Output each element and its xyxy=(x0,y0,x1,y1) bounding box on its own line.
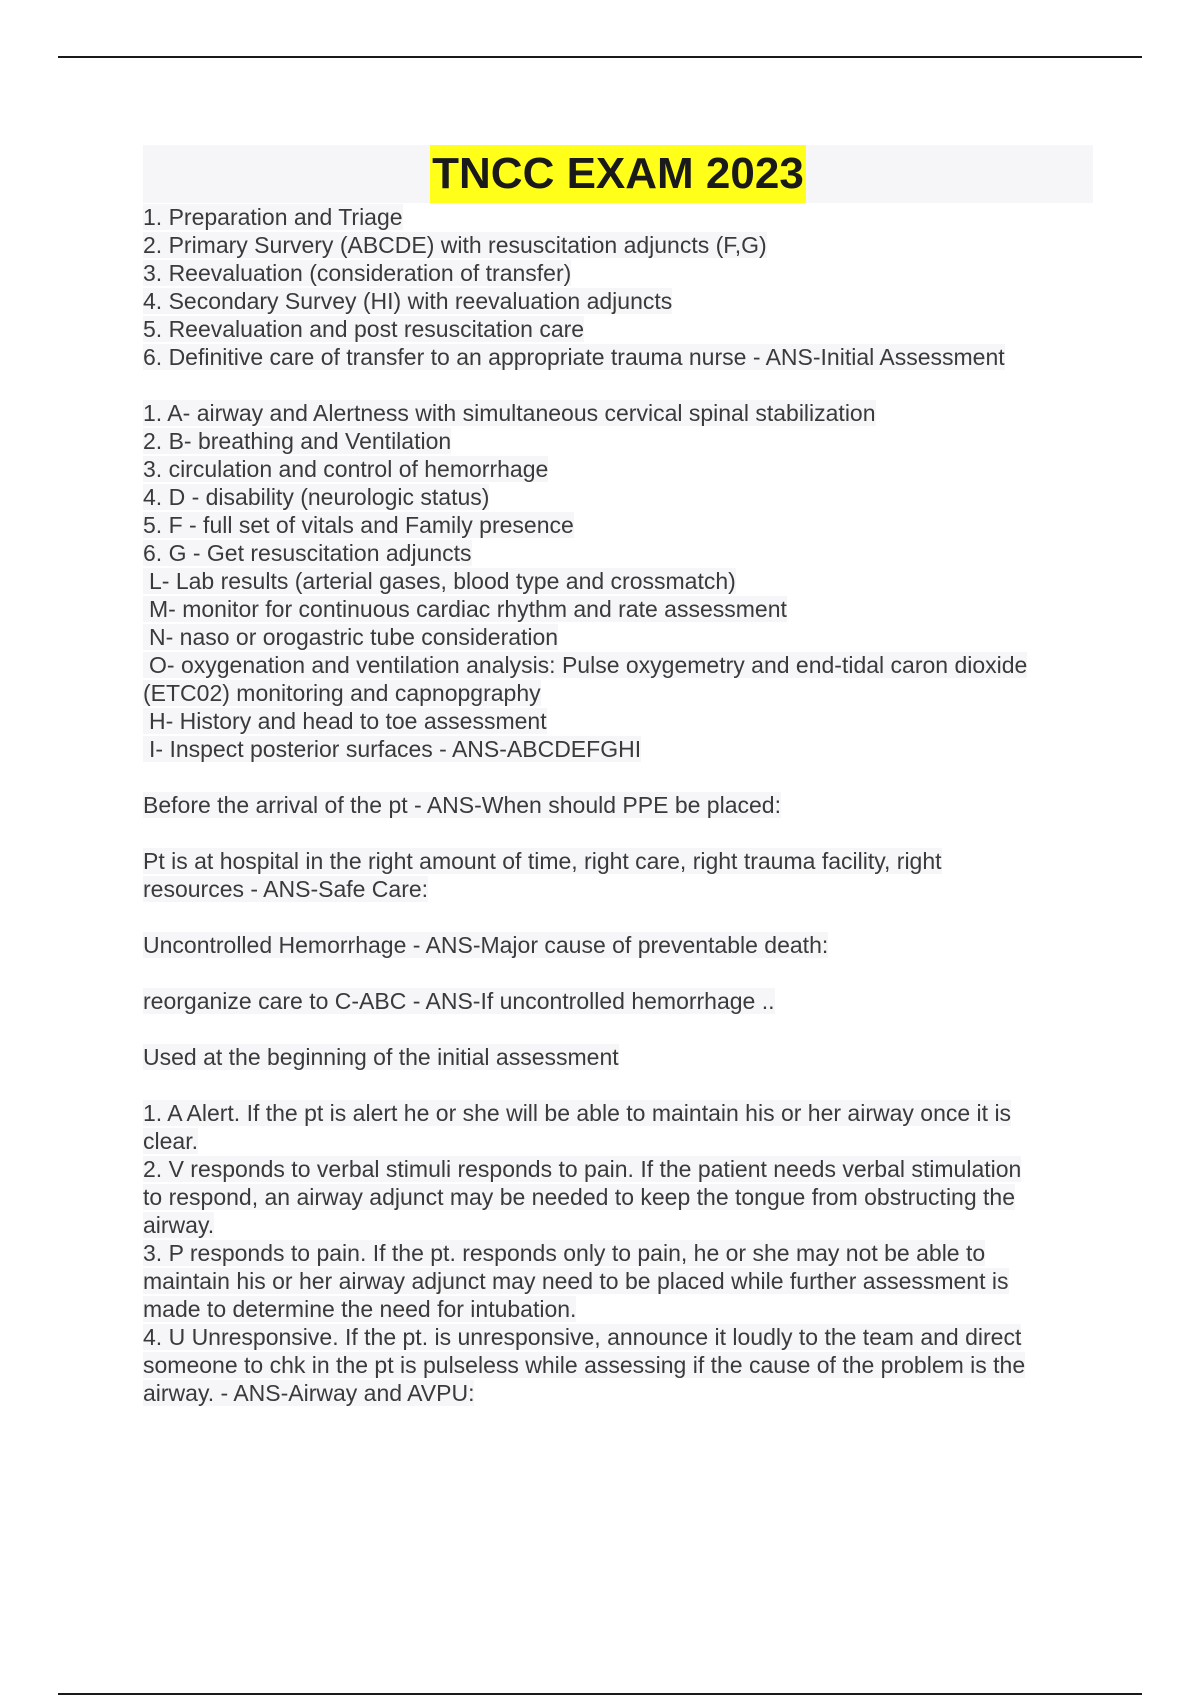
paragraph-line: 1. A Alert. If the pt is alert he or she will be able to maintain his or her airway once it is xyxy=(143,1100,1012,1126)
list-item: 6. Definitive care of transfer to an appropriate trauma nurse - ANS-Initial Assessment xyxy=(143,344,1005,370)
bottom-rule xyxy=(58,1693,1142,1695)
section-safe-care xyxy=(143,847,1093,903)
paragraph-line: someone to chk in the pt is pulseless while assessing if the cause of the problem is the xyxy=(143,1352,1026,1378)
paragraph-line: Pt is at hospital in the right amount of time, right care, right trauma facility, right xyxy=(143,848,942,874)
list-item: 5. Reevaluation and post resuscitation care xyxy=(143,316,585,342)
list-item: O- oxygenation and ventilation analysis: Pulse oxygemetry and end-tidal caron dioxide xyxy=(143,651,1093,679)
paragraph-line: to respond, an airway adjunct may be needed to keep the tongue from obstructing the xyxy=(143,1184,1016,1210)
paragraph-line: airway. - ANS-Airway and AVPU: xyxy=(143,1380,475,1406)
paragraph: reorganize care to C-ABC - ANS-If uncontrolled hemorrhage .. xyxy=(143,988,775,1014)
paragraph-line: maintain his or her airway adjunct may need to be placed while further assessment is xyxy=(143,1268,1009,1294)
list-item: H- History and head to toe assessment xyxy=(143,707,1093,735)
list-item: 2. Primary Survery (ABCDE) with resuscitation adjuncts (F,G) xyxy=(143,232,767,258)
section-hemorrhage xyxy=(143,931,1093,959)
list-item: M- monitor for continuous cardiac rhythm and rate assessment xyxy=(143,595,1093,623)
title-bar xyxy=(143,145,1093,203)
top-rule xyxy=(58,56,1142,58)
paragraph-line: made to determine the need for intubation. xyxy=(143,1296,577,1322)
list-item: 6. G - Get resuscitation adjuncts xyxy=(143,540,472,566)
list-item: 1. Preparation and Triage xyxy=(143,204,403,230)
list-item: 2. B- breathing and Ventilation xyxy=(143,428,452,454)
paragraph-line: airway. xyxy=(143,1212,215,1238)
section-avpu xyxy=(143,1099,1093,1407)
section-initial-assessment xyxy=(143,203,1093,371)
paragraph-line: resources - ANS-Safe Care: xyxy=(143,876,429,902)
list-item: N- naso or orogastric tube consideration xyxy=(143,623,1093,651)
page-title: TNCC EXAM 2023 xyxy=(430,145,806,203)
paragraph-line: clear. xyxy=(143,1128,198,1154)
paragraph-line: 2. V responds to verbal stimuli responds to pain. If the patient needs verbal stimulation xyxy=(143,1156,1022,1182)
list-item: I- Inspect posterior surfaces - ANS-ABCDEFGHI xyxy=(143,735,1093,763)
paragraph: Before the arrival of the pt - ANS-When should PPE be placed: xyxy=(143,792,781,818)
list-item: 4. Secondary Survey (HI) with reevaluation adjuncts xyxy=(143,288,673,314)
section-ppe xyxy=(143,791,1093,819)
section-used-at xyxy=(143,1043,1093,1071)
list-item: 3. Reevaluation (consideration of transfer) xyxy=(143,260,572,286)
list-item: L- Lab results (arterial gases, blood type and crossmatch) xyxy=(143,567,1093,595)
paragraph: Used at the beginning of the initial assessment xyxy=(143,1044,619,1070)
document-content xyxy=(143,145,1093,1407)
list-item: 3. circulation and control of hemorrhage xyxy=(143,456,549,482)
paragraph: Uncontrolled Hemorrhage - ANS-Major cause of preventable death: xyxy=(143,932,829,958)
section-abcdefghi xyxy=(143,399,1093,763)
list-item: 1. A- airway and Alertness with simultaneous cervical spinal stabilization xyxy=(143,400,876,426)
paragraph-line: 3. P responds to pain. If the pt. responds only to pain, he or she may not be able to xyxy=(143,1240,986,1266)
section-reorganize xyxy=(143,987,1093,1015)
list-item: (ETC02) monitoring and capnopgraphy xyxy=(143,680,541,706)
list-item: 4. D - disability (neurologic status) xyxy=(143,484,490,510)
paragraph-line: 4. U Unresponsive. If the pt. is unresponsive, announce it loudly to the team and direct xyxy=(143,1324,1022,1350)
list-item: 5. F - full set of vitals and Family presence xyxy=(143,512,574,538)
